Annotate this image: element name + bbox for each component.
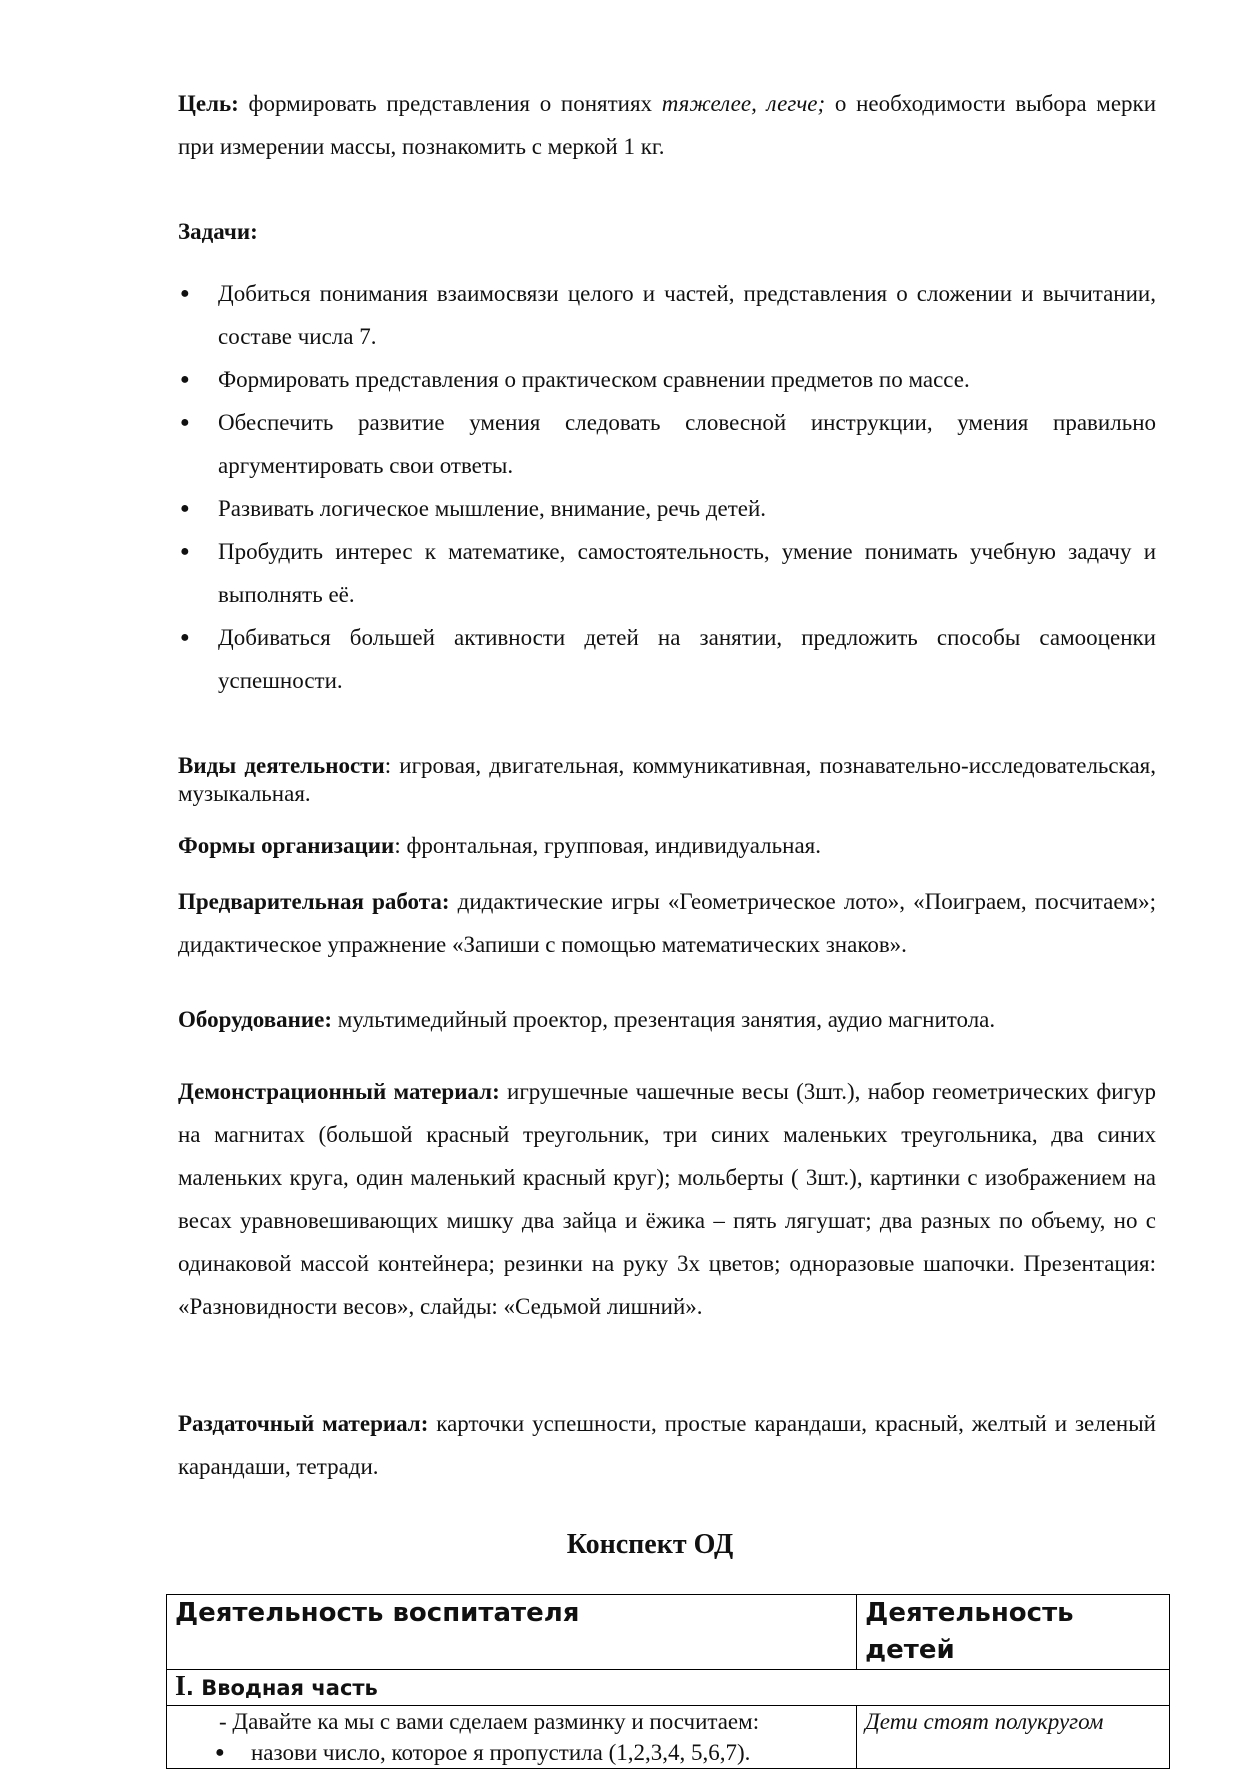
col-header-teacher: Деятельность воспитателя (167, 1595, 857, 1670)
konspekt-table (166, 1594, 1170, 1769)
demo-label: Демонстрационный материал: (178, 1079, 500, 1104)
handout-paragraph (178, 1402, 1156, 1488)
demo-material-paragraph (178, 1070, 1156, 1328)
preliminary-label: Предварительная работа: (178, 889, 450, 914)
equipment-label: Оборудование: (178, 1007, 332, 1032)
forms-label: Формы организации (178, 833, 395, 858)
preliminary-paragraph (178, 880, 1156, 966)
preliminary-text: дидактические игры «Геометрическое лото», «Поиграем, посчитаем»; дидактическое упражнение «Запиши с помощью математических знаков». (178, 889, 1156, 957)
tasks-heading: Задачи: (178, 219, 258, 244)
table-header-row (167, 1595, 1170, 1670)
activities-text: : игровая, двигательная, коммуникативная, познавательно-исследовательская, музыкальная. (178, 753, 1156, 806)
teacher-bullet-line: ● назови число, которое я пропустила (1,2,3,4, 5,6,7). (175, 1737, 848, 1768)
table-row (167, 1706, 1170, 1769)
list-item: ● Пробудить интерес к математике, самостоятельность, умение понимать учебную задачу и выполнять её. (178, 530, 1156, 616)
forms-paragraph (178, 832, 1156, 860)
activities-paragraph (178, 752, 1156, 808)
goal-label: Цель: (178, 91, 239, 116)
goal-text-before: формировать представления о понятиях (238, 91, 662, 116)
list-item: ● Добиваться большей активности детей на занятии, предложить способы самооценки успешности. (178, 616, 1156, 702)
tasks-list (178, 272, 1156, 702)
handout-label: Раздаточный материал: (178, 1411, 429, 1436)
demo-text: игрушечные чашечные весы (3шт.), набор геометрических фигур на магнитах (большой красный треугольник, три синих маленьких треугольника, два синих маленьких круга, один маленький красный круг); мольберты ( 3шт.), картинки с изображением на весах уравновешивающих мишку два зайца и ёжика – пять лягушат; два разных по объему, но с одинаковой массой контейнера; резинки на руку 3х цветов; одноразовые шапочки. Презентация: «Разновидности весов», слайды: «Седьмой лишний». (178, 1079, 1156, 1319)
equipment-paragraph (178, 998, 1156, 1041)
children-cell: Дети стоят полукругом (857, 1706, 1170, 1769)
col-header-children: Деятельность детей (857, 1595, 1170, 1670)
bullet-icon: ● (180, 629, 190, 646)
bullet-icon: ● (180, 543, 190, 560)
table-section-row (167, 1670, 1170, 1706)
section-intro (167, 1670, 1170, 1706)
equipment-text: мультимедийный проектор, презентация занятия, аудио магнитола. (331, 1007, 996, 1032)
section-roman: I (175, 1671, 186, 1702)
bullet-icon: ● (180, 414, 190, 431)
bullet-icon: ● (180, 500, 190, 517)
list-item: ● Добиться понимания взаимосвязи целого и частей, представления о сложении и вычитании, составе числа 7. (178, 272, 1156, 358)
section-title: . Вводная часть (185, 1676, 378, 1700)
konspekt-title: Конспект ОД (566, 1529, 734, 1560)
bullet-icon: ● (180, 371, 190, 388)
forms-text: : фронтальная, групповая, индивидуальная. (394, 833, 821, 858)
activities-label: Виды деятельности (178, 753, 385, 778)
list-item: ● Развивать логическое мышление, внимание, речь детей. (178, 487, 1156, 530)
bullet-icon: ● (215, 1744, 225, 1761)
teacher-line: - Давайте ка мы с вами сделаем разминку и посчитаем: (219, 1709, 760, 1734)
list-item: ● Обеспечить развитие умения следовать словесной инструкции, умения правильно аргументировать свои ответы. (178, 401, 1156, 487)
bullet-icon: ● (180, 285, 190, 302)
teacher-cell (167, 1706, 857, 1769)
list-item: ● Формировать представления о практическом сравнении предметов по массе. (178, 358, 1156, 401)
handout-text: карточки успешности, простые карандаши, красный, желтый и зеленый карандаши, тетради. (178, 1411, 1156, 1479)
goal-text-after: о необходимости выбора мерки при измерении массы, познакомить с меркой 1 кг. (178, 91, 1157, 159)
goal-paragraph (178, 82, 1156, 168)
goal-italic-terms: тяжелее, легче; (661, 91, 826, 116)
